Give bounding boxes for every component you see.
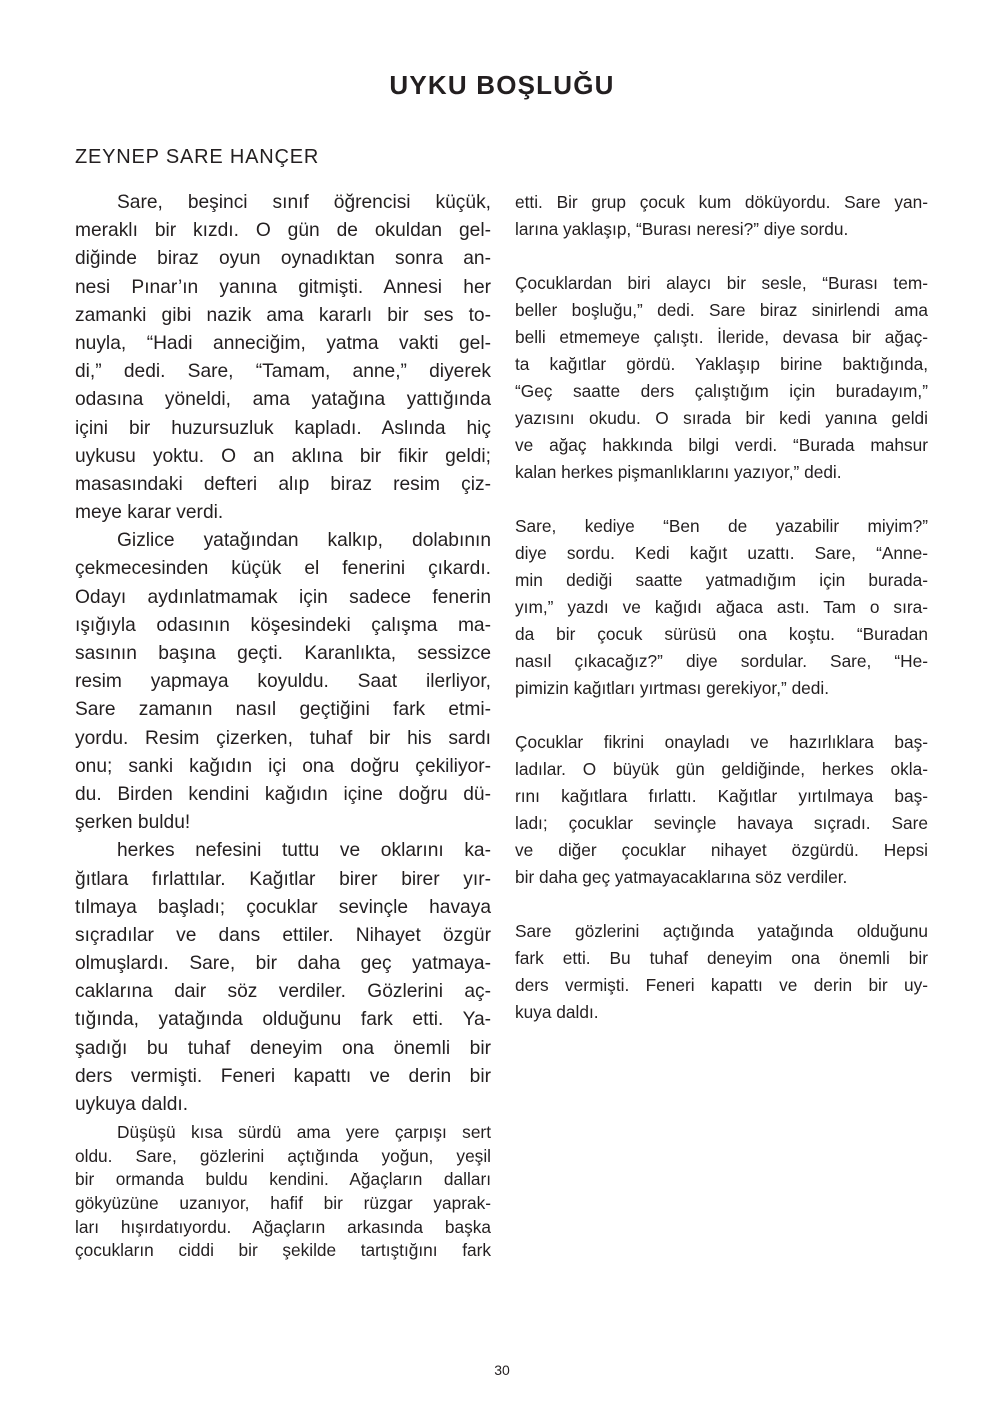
text-line: fark etti. Bu tuhaf deneyim ona önemli bir — [515, 948, 928, 968]
text-line: Odayı aydınlatmamak için sadece fenerin — [75, 586, 491, 608]
text-line: ladılar. O büyük gün geldiğinde, herkes okla- — [515, 759, 928, 779]
right-column — [515, 189, 928, 1026]
paragraph-gap — [515, 891, 928, 918]
text-line: yım,” yazdı ve kağıdı ağaca astı. Tam o sıra- — [515, 597, 928, 617]
text-line: diye sordu. Kedi kağıt uzattı. Sare, “Anne- — [515, 543, 928, 563]
text-line: bir ormanda buldu kendini. Ağaçların dalları — [75, 1169, 491, 1190]
text-line: ladı; çocuklar sevinçle havaya sıçradı. Sare — [515, 813, 928, 833]
paragraph — [515, 918, 928, 1026]
text-line: şerken buldu! — [75, 812, 191, 834]
text-line: larına yaklaşıp, “Burası neresi?” diye sordu. — [515, 219, 849, 239]
paragraph — [515, 189, 928, 243]
paragraph — [75, 1121, 491, 1263]
story-title: UYKU BOŞLUĞU — [389, 70, 615, 100]
text-line: kalan herkes pişmanlıklarını yazıyor,” dedi. — [515, 462, 842, 482]
text-line: zamanki gibi nazik ama kararlı bir ses to- — [75, 304, 491, 326]
text-line: pimizin kağıtları yırtması gerekiyor,” dedi. — [515, 678, 830, 698]
text-line: kuya daldı. — [515, 1002, 599, 1022]
text-line: ğıtlara fırlattılar. Kağıtlar birer birer yır- — [75, 868, 491, 890]
text-line: Çocuklardan biri alaycı bir sesle, “Burası tem- — [515, 273, 928, 293]
text-line: nuyla, “Hadi anneciğim, yatma vakti gel- — [75, 332, 491, 354]
text-line: herkes nefesini tuttu ve oklarını ka- — [117, 840, 491, 862]
text-line: ve ağaç hakkında bilgi verdi. “Burada mahsur — [515, 435, 928, 455]
text-line: yordu. Resim çizerken, tuhaf bir his sardı — [75, 727, 491, 749]
text-line: resim yapmaya koyuldu. Saat ilerliyor, — [75, 671, 491, 693]
paragraph — [515, 729, 928, 891]
text-line: Düşüşü kısa sürdü ama yere çarpışı sert — [117, 1122, 491, 1143]
text-line: Sare, beşinci sınıf öğrencisi küçük, — [117, 192, 491, 213]
text-line: ta kağıtlar gördü. Yaklaşıp birine baktığında, — [515, 354, 928, 374]
paragraph-gap — [515, 486, 928, 513]
text-line: odasına yöneldi, ama yatağına yattığında — [75, 389, 491, 411]
paragraph-gap — [515, 702, 928, 729]
text-line: rını kağıtlara fırlattı. Kağıtlar yırtılmaya baş- — [515, 786, 928, 806]
text-line: çekmecesinden küçük el fenerini çıkardı. — [75, 558, 491, 580]
text-line: min dediği saatte yatmadığım için burada- — [515, 570, 928, 590]
text-line: Sare zamanın nasıl geçtiğini fark etmi- — [75, 699, 491, 721]
text-line: uykuya daldı. — [75, 1094, 189, 1115]
paragraph-gap — [515, 243, 928, 270]
text-line: beller boşluğu,” dedi. Sare biraz sinirlendi ama — [515, 300, 928, 320]
text-line: nasıl çıkacağız?” diye sordular. Sare, “He- — [515, 651, 928, 671]
paragraph — [515, 513, 928, 702]
text-line: ders vermişti. Feneri kapattı ve derin bir uy- — [515, 975, 928, 995]
text-line: onu; sanki kağıdın içi ona doğru çekiliyor- — [75, 755, 491, 777]
text-line: sasının başına geçti. Karanlıkta, sessizce — [75, 643, 491, 664]
text-line: diğinde biraz oyun oynadıktan sonra an- — [75, 248, 491, 270]
text-line: şadığı bu tuhaf deneyim ona önemli bir — [75, 1037, 491, 1059]
paragraph — [75, 527, 491, 837]
text-line: ları hışırdatıyordu. Ağaçların arkasında başka — [75, 1216, 491, 1237]
text-line: meraklı bir kızdı. O gün de okuldan gel- — [75, 220, 491, 242]
text-line: meye karar verdi. — [75, 502, 224, 524]
paragraph — [75, 837, 491, 1119]
text-line: bir daha geç yatmayacaklarına söz verdiler. — [515, 867, 848, 887]
text-line: oldu. Sare, gözlerini açtığında yoğun, yeşil — [75, 1145, 491, 1166]
text-line: Sare, kediye “Ben de yazabilir miyim?” — [515, 516, 928, 536]
page-number: 30 — [494, 1362, 510, 1378]
text-line: caklarına dair söz verdiler. Gözlerini aç- — [75, 981, 491, 1003]
left-column — [75, 189, 491, 1263]
paragraph — [75, 189, 491, 527]
text-line: nesi Pınar’ın yanına gitmişti. Annesi her — [75, 276, 491, 298]
text-line: uykusu yoktu. O an aklına bir fikir geldi; — [75, 445, 491, 467]
paragraph — [515, 270, 928, 486]
text-line: Gizlice yatağından kalkıp, dolabının — [117, 530, 491, 552]
text-line: du. Birden kendini kağıdın içine doğru dü- — [75, 783, 491, 805]
text-line: gökyüzüne uzanıyor, hafif bir rüzgar yaprak- — [75, 1192, 491, 1213]
text-line: ders vermişti. Feneri kapattı ve derin bir — [75, 1065, 491, 1087]
text-line: “Geç saatte ders çalıştığım için buradayım,” — [515, 381, 928, 401]
text-line: masasındaki defteri alıp biraz resim çiz- — [75, 473, 491, 495]
text-line: olmuşlardı. Sare, bir daha geç yatmaya- — [75, 953, 491, 975]
text-line: tığında, yatağında olduğunu fark etti. Ya- — [75, 1009, 491, 1031]
text-line: di,” dedi. Sare, “Tamam, anne,” diyerek — [75, 361, 491, 383]
text-line: ışığıyla odasının köşesindeki çalışma ma- — [75, 614, 491, 636]
text-line: Çocuklar fikrini onayladı ve hazırlıklara baş- — [515, 732, 928, 752]
text-line: çocukların ciddi bir şekilde tartıştığını fark — [75, 1240, 491, 1261]
text-line: tılmaya başladı; çocuklar sevinçle havaya — [75, 896, 491, 918]
text-line: içini bir huzursuzluk kapladı. Aslında hiç — [75, 417, 491, 439]
author-name: ZEYNEP SARE HANÇER — [75, 146, 320, 168]
text-line: da bir çocuk sürüsü ona koştu. “Buradan — [515, 624, 928, 644]
text-line: belli etmemeye çalıştı. İleride, devasa bir ağaç- — [515, 327, 928, 347]
text-line: Sare gözlerini açtığında yatağında olduğunu — [515, 921, 928, 941]
text-line: etti. Bir grup çocuk kum döküyordu. Sare yan- — [515, 192, 928, 212]
text-line: ve diğer çocuklar nihayet özgürdü. Hepsi — [515, 840, 928, 860]
text-line: yazısını okudu. O sırada bir kedi yanına geldi — [515, 408, 928, 428]
text-line: sıçradılar ve dans ettiler. Nihayet özgür — [75, 924, 491, 946]
